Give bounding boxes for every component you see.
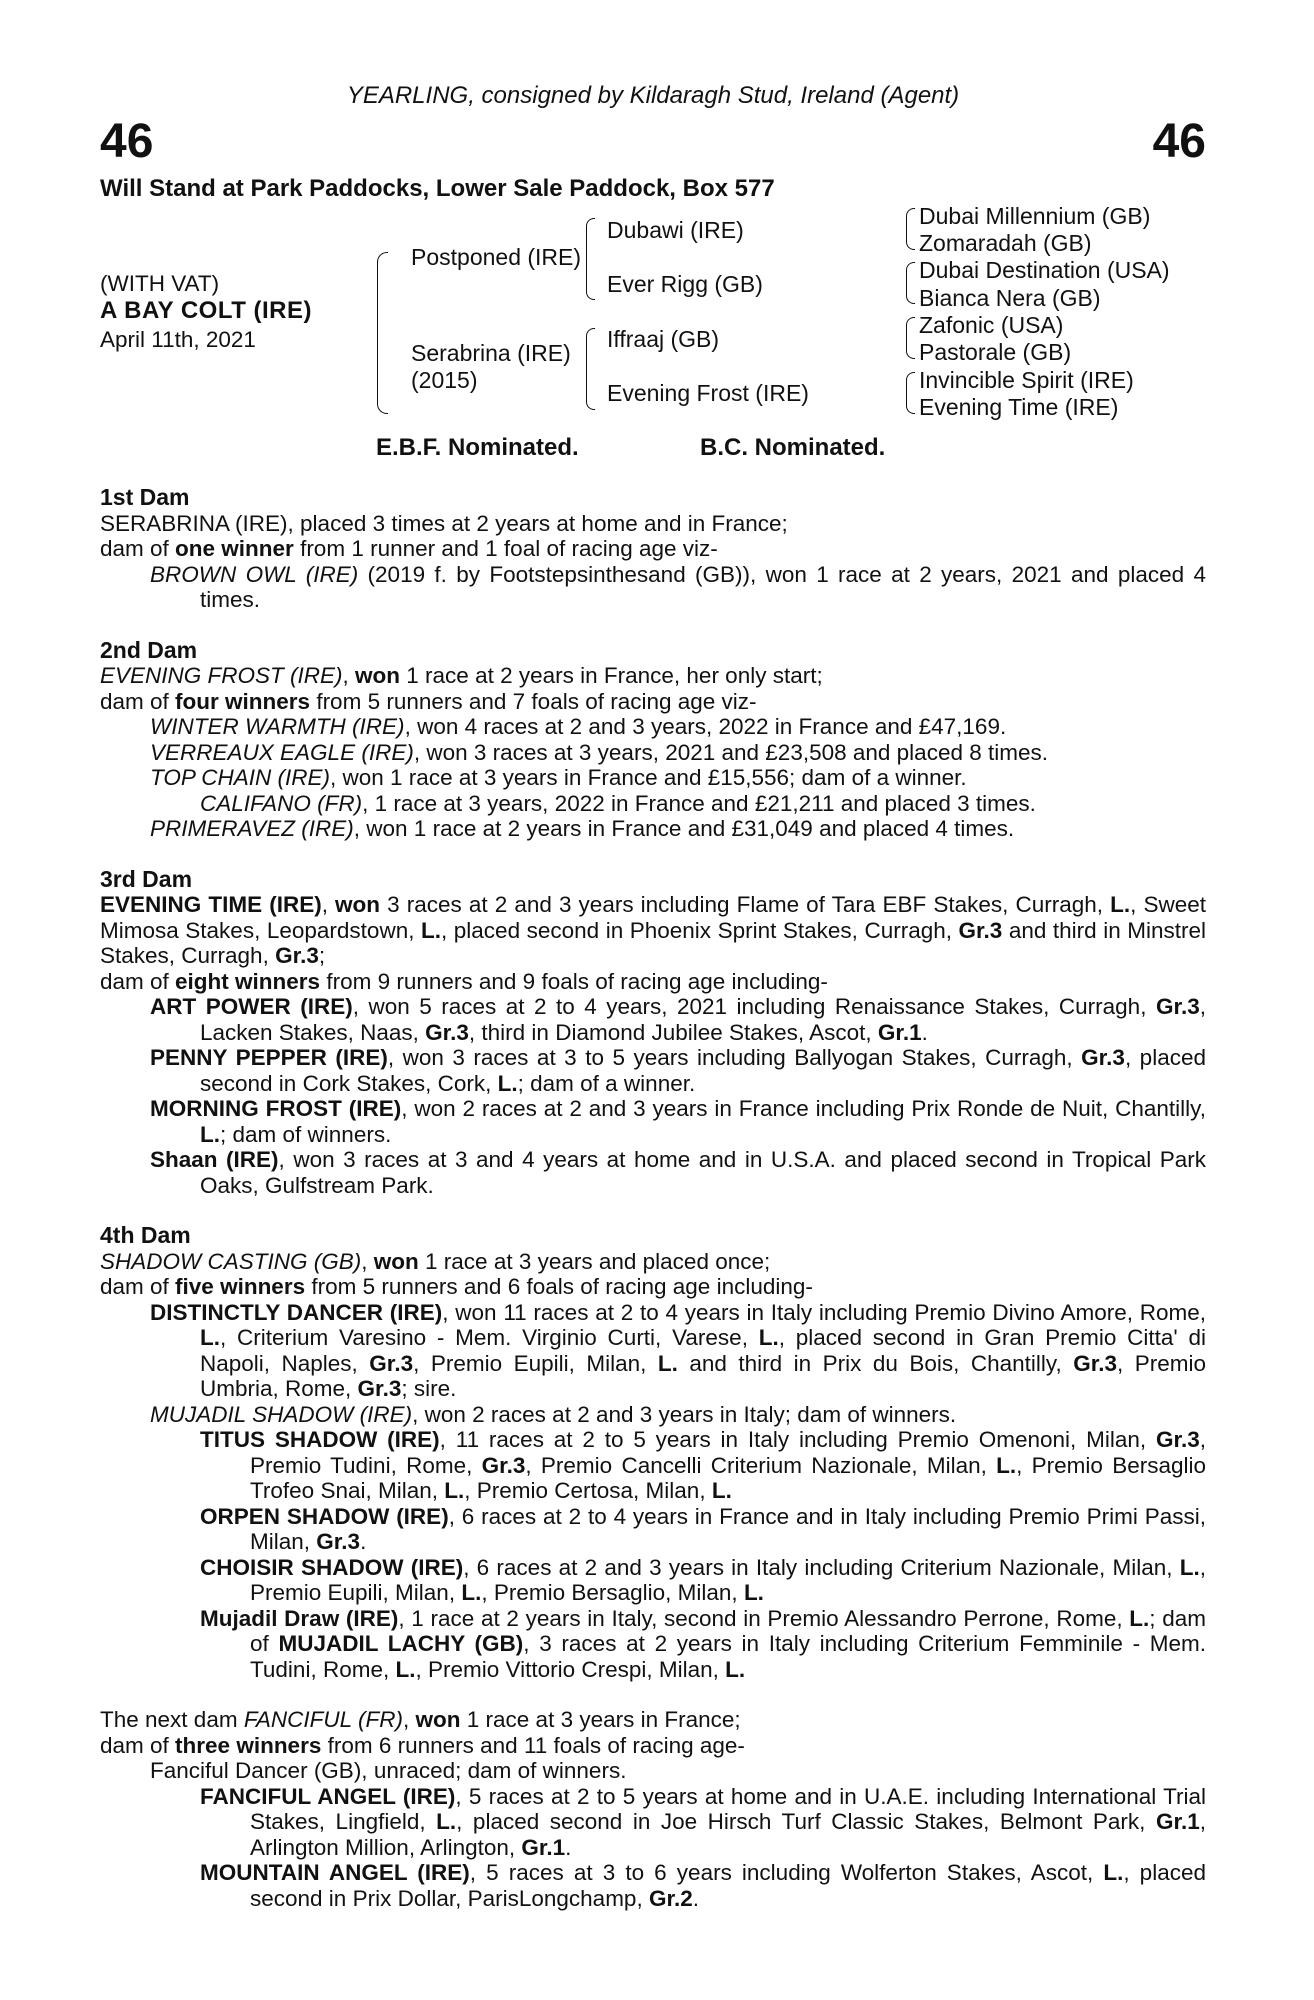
entry-text: VERREAUX EAGLE (IRE): [150, 739, 414, 765]
entry-text: , placed second in Cork Stakes, Cork,: [200, 1045, 1213, 1096]
entry-text: L.: [497, 1070, 518, 1096]
pedigree-entry: [100, 689, 1206, 715]
entry-text: PENNY PEPPER (IRE): [150, 1045, 388, 1070]
entry-text: Gr.3: [275, 943, 319, 968]
entry-text: won: [335, 892, 381, 917]
stabling-location: Will Stand at Park Paddocks, Lower Sale Paddock, Box 577: [100, 175, 775, 202]
entry-text: , placed second in Prix Dollar, ParisLongchamp,: [250, 1860, 1213, 1911]
pedigree-sire: Postponed (IRE): [411, 244, 582, 270]
pedigree-entry: [100, 1783, 1213, 1861]
entry-text: and third in Prix du Bois, Chantilly,: [677, 1350, 1074, 1376]
entry-text: ,: [403, 1707, 416, 1732]
entry-text: , 5 races at 3 to 6 years including Wolferton Stakes, Ascot,: [469, 1860, 1104, 1885]
entry-text: ART POWER (IRE): [150, 994, 353, 1019]
entry-text: ; dam of winners.: [220, 1121, 392, 1147]
pedigree-entry: [100, 1554, 1213, 1606]
entry-text: Gr.2: [648, 1885, 693, 1911]
entry-text: L.: [1110, 892, 1131, 917]
foaling-date: April 11th, 2021: [100, 327, 256, 352]
entry-text: , 6 races at 2 to 4 years in France and in Italy including Premio Primi Passi, Milan,: [250, 1503, 1213, 1554]
entry-text: won: [373, 1248, 419, 1274]
entry-text: L.: [711, 1478, 732, 1503]
entry-text: Shaan (IRE): [150, 1147, 279, 1172]
entry-text: L.: [421, 917, 441, 943]
entry-text: L.: [461, 1580, 482, 1605]
pedigree-brace-g3: [906, 317, 915, 359]
entry-text: Gr.1: [1155, 1809, 1200, 1834]
pedigree-g3-4: Bianca Nera (GB): [919, 285, 1101, 311]
pedigree-entry: [100, 765, 1206, 791]
entry-text: L.: [200, 1121, 220, 1147]
entry-text: TOP CHAIN (IRE): [150, 765, 331, 790]
pedigree-entry: [100, 1045, 1213, 1096]
entry-text: FANCIFUL (FR): [243, 1707, 403, 1732]
entry-text: , 6 races at 2 and 3 years in Italy including Criterium Nazionale, Milan,: [463, 1554, 1180, 1580]
entry-text: , Premio Umbria, Rome,: [200, 1350, 1213, 1401]
dam-section: [100, 865, 1213, 1199]
entry-text: BROWN OWL (IRE): [150, 561, 359, 587]
pedigree-entry: [100, 994, 1213, 1045]
entry-text: , Premio Eupili, Milan,: [413, 1350, 658, 1376]
entry-text: L.: [996, 1452, 1017, 1478]
entry-text: Gr.3: [1081, 1045, 1125, 1070]
pedigree-entry: [100, 1605, 1213, 1683]
entry-text: Gr.3: [369, 1350, 414, 1376]
pedigree-brace-dam: [586, 328, 595, 410]
entry-text: L.: [657, 1350, 678, 1376]
entry-text: from 9 runners and 9 foals of racing age including-: [320, 968, 828, 994]
entry-text: ,: [342, 663, 356, 688]
pedigree-entry: [100, 816, 1206, 842]
entry-text: Gr.3: [481, 1452, 526, 1478]
pedigree-entry: [100, 714, 1206, 740]
section-heading: 3rd Dam: [100, 865, 193, 892]
pedigree-entry: [100, 1402, 1206, 1428]
pedigree-entry: [100, 1249, 1206, 1275]
entry-text: dam of: [100, 536, 176, 561]
pedigree-brace-g4: [906, 372, 915, 414]
entry-text: L.: [1129, 1605, 1150, 1631]
entry-text: Gr.3: [958, 917, 1003, 943]
entry-text: SERABRINA (IRE), placed 3 times at 2 years at home and in France;: [100, 510, 788, 536]
pedigree-entry: [100, 892, 1213, 969]
pedigree-entry: [100, 511, 1206, 537]
catalogue-page: [100, 0, 1213, 2000]
dam-section: [100, 638, 1206, 842]
pedigree-entry: [100, 1503, 1213, 1555]
entry-text: , won 1 race at 3 years in France and £15,556; dam of a winner.: [330, 765, 967, 790]
entry-text: one winner: [175, 536, 294, 561]
entry-text: three winners: [175, 1732, 322, 1758]
entry-text: The next dam: [100, 1707, 244, 1732]
entry-text: , Criterium Varesino - Mem. Virginio Curti, Varese,: [220, 1325, 759, 1350]
lot-number-left: 46: [100, 115, 154, 168]
pedigree-g3-5: Zafonic (USA): [919, 312, 1064, 338]
entry-text: , 1 race at 2 years in Italy, second in Premio Alessandro Perrone, Rome,: [398, 1605, 1130, 1631]
entry-text: , won 2 races at 2 and 3 years in France including Prix Ronde de Nuit, Chantilly,: [401, 1096, 1213, 1121]
entry-text: , 11 races at 2 to 5 years in Italy including Premio Omenoni, Milan,: [439, 1427, 1156, 1452]
pedigree-entry: [100, 536, 1206, 562]
entry-text: FANCIFUL ANGEL (IRE): [200, 1783, 456, 1809]
entry-text: Fanciful Dancer (GB), unraced; dam of winners.: [150, 1758, 627, 1783]
pedigree-entry: [100, 1096, 1213, 1147]
entry-text: 1 race at 3 years and placed once;: [418, 1248, 771, 1274]
pedigree-g3-7: Invincible Spirit (IRE): [919, 367, 1134, 393]
entry-text: DISTINCTLY DANCER (IRE): [150, 1299, 443, 1325]
dam-section: [100, 484, 1213, 613]
entry-text: MOUNTAIN ANGEL (IRE): [200, 1860, 470, 1885]
entry-text: ; sire.: [401, 1376, 457, 1401]
entry-text: ; dam of a winner.: [517, 1070, 696, 1096]
entry-text: L.: [758, 1325, 779, 1350]
entry-text: dam of: [100, 1274, 176, 1299]
entry-text: , Premio Tudini, Rome,: [250, 1427, 1213, 1478]
entry-text: from 5 runners and 6 foals of racing age including-: [305, 1274, 813, 1299]
pedigree-brace-main: [377, 252, 388, 414]
entry-text: .: [565, 1834, 572, 1860]
entry-text: (2019 f. by Footstepsinthesand (GB)), won 1 race at 2 years, 2021 and placed 4 times.: [200, 561, 1213, 612]
pedigree-g3-3: Dubai Destination (USA): [919, 257, 1170, 283]
pedigree-brace-g2: [906, 262, 915, 304]
entry-text: , 3 races at 2 years in Italy including Criterium Femminile - Mem. Tudini, Rome,: [250, 1631, 1212, 1682]
entry-text: from 5 runners and 7 foals of racing age viz-: [310, 688, 757, 714]
entry-text: , Premio Certosa, Milan,: [464, 1478, 712, 1503]
entry-text: Gr.3: [425, 1019, 469, 1045]
entry-text: , won 5 races at 2 to 4 years, 2021 including Renaissance Stakes, Curragh,: [352, 994, 1156, 1019]
entry-text: L.: [725, 1656, 746, 1682]
pedigree-g3-6: Pastorale (GB): [919, 339, 1072, 365]
entry-text: , won 3 races at 3 years, 2021 and £23,508 and placed 8 times.: [413, 739, 1048, 765]
pedigree-entry: [100, 791, 1206, 817]
entry-text: .: [921, 1019, 928, 1045]
entry-text: , placed second in Joe Hirsch Turf Classic Stakes, Belmont Park,: [456, 1809, 1156, 1834]
pedigree-sire-dam: Ever Rigg (GB): [607, 271, 763, 297]
entry-text: 1 race at 2 years in France, her only start;: [400, 663, 823, 688]
entry-text: , won 3 races at 3 and 4 years at home and in U.S.A. and placed second in Tropical Park Oaks, Gulfstream Park.: [200, 1147, 1213, 1198]
entry-text: Gr.3: [1155, 1427, 1200, 1452]
entry-text: 1 race at 3 years in France;: [460, 1707, 741, 1732]
ebf-nomination: E.B.F. Nominated.: [376, 434, 579, 461]
lot-number-right: 46: [1152, 115, 1206, 168]
entry-text: MORNING FROST (IRE): [150, 1096, 402, 1121]
entry-text: WINTER WARMTH (IRE): [150, 714, 405, 739]
consignor-line: YEARLING, consigned by Kildaragh Stud, Ireland (Agent): [346, 82, 960, 109]
entry-text: PRIMERAVEZ (IRE): [150, 816, 354, 841]
entry-text: and third in Minstrel Stakes, Curragh,: [100, 917, 1213, 968]
pedigree-sire-sire: Dubawi (IRE): [607, 217, 744, 243]
entry-text: , Lacken Stakes, Naas,: [200, 994, 1213, 1045]
pedigree-entry: [100, 1733, 1206, 1759]
entry-text: , Premio Cancelli Criterium Nazionale, Milan,: [525, 1452, 997, 1478]
pedigree-entry: [100, 1427, 1213, 1504]
entry-text: dam of: [100, 1732, 176, 1758]
entry-text: eight winners: [175, 968, 321, 994]
entry-text: won: [415, 1707, 461, 1732]
entry-text: ; dam of: [250, 1605, 1213, 1656]
entry-text: Mujadil Draw (IRE): [200, 1605, 399, 1631]
entry-text: 3 races at 2 and 3 years including Flame of Tara EBF Stakes, Curragh,: [380, 892, 1111, 917]
dam-sections: [100, 484, 1213, 1936]
pedigree-g3-8: Evening Time (IRE): [919, 394, 1119, 420]
entry-text: L.: [444, 1478, 465, 1503]
entry-text: , 1 race at 3 years, 2022 in France and £21,211 and placed 3 times.: [362, 790, 1036, 816]
section-heading: 2nd Dam: [100, 636, 198, 663]
entry-text: ORPEN SHADOW (IRE): [200, 1503, 449, 1529]
entry-text: , won 11 races at 2 to 4 years in Italy including Premio Divino Amore, Rome,: [442, 1299, 1213, 1325]
entry-text: ,: [321, 892, 336, 917]
entry-text: .: [692, 1885, 699, 1911]
pedigree-entry: [100, 1299, 1213, 1402]
entry-text: , won 1 race at 2 years in France and £31,049 and placed 4 times.: [353, 816, 1015, 841]
entry-text: MUJADIL SHADOW (IRE): [150, 1401, 413, 1427]
entry-text: CHOISIR SHADOW (IRE): [200, 1554, 464, 1580]
entry-text: , won 3 races at 3 to 5 years including Ballyogan Stakes, Curragh,: [387, 1045, 1082, 1070]
entry-text: L.: [743, 1580, 764, 1605]
entry-text: five winners: [175, 1274, 306, 1299]
entry-text: won: [355, 663, 401, 688]
pedigree-entry: [100, 1707, 1206, 1733]
entry-text: SHADOW CASTING (GB): [100, 1248, 362, 1274]
entry-text: , 5 races at 2 to 5 years at home and in U.A.E. including International Trial Stakes, Lingfield,: [250, 1783, 1213, 1834]
entry-text: , placed second in Phoenix Sprint Stakes, Curragh,: [441, 917, 959, 943]
entry-text: Gr.1: [521, 1834, 566, 1860]
entry-text: , Premio Bersaglio, Milan,: [481, 1580, 744, 1605]
pedigree-entry: [100, 1860, 1213, 1911]
pedigree-g3-1: Dubai Millennium (GB): [919, 203, 1151, 229]
pedigree-entry: [100, 740, 1206, 766]
entry-text: EVENING TIME (IRE): [100, 892, 322, 917]
entry-text: four winners: [175, 688, 311, 714]
entry-text: , won 2 races at 2 and 3 years in Italy; dam of winners.: [412, 1401, 957, 1427]
entry-text: dam of: [100, 688, 176, 714]
pedigree-brace-sire: [586, 218, 595, 300]
entry-text: Gr.3: [357, 1376, 402, 1401]
entry-text: from 6 runners and 11 foals of racing age-: [321, 1732, 745, 1758]
entry-text: , Premio Bersaglio Trofeo Snai, Milan,: [250, 1452, 1212, 1503]
horse-name: A BAY COLT (IRE): [100, 297, 313, 324]
entry-text: TITUS SHADOW (IRE): [200, 1427, 440, 1452]
entry-text: L.: [1179, 1554, 1200, 1580]
entry-text: ,: [361, 1248, 374, 1274]
entry-text: , Premio Vittorio Crespi, Milan,: [415, 1656, 726, 1682]
entry-text: , third in Diamond Jubilee Stakes, Ascot,: [468, 1019, 878, 1045]
dam-section: [100, 1707, 1213, 1911]
pedigree-dam-dam: Evening Frost (IRE): [607, 380, 809, 406]
entry-text: dam of: [100, 968, 176, 994]
entry-text: Gr.1: [877, 1019, 922, 1045]
entry-text: , Sweet Mimosa Stakes, Leopardstown,: [100, 892, 1213, 943]
pedigree-dam-year: (2015): [411, 367, 478, 393]
pedigree-entry: [100, 969, 1206, 995]
entry-text: Gr.3: [1155, 994, 1200, 1019]
entry-text: , Arlington Million, Arlington,: [250, 1809, 1212, 1860]
dam-section: [100, 1222, 1213, 1682]
entry-text: .: [360, 1529, 367, 1554]
entry-text: L.: [1103, 1860, 1124, 1885]
pedigree-entry: [100, 1758, 1206, 1784]
entry-text: CALIFANO (FR): [200, 790, 363, 816]
pedigree-g3-2: Zomaradah (GB): [919, 230, 1092, 256]
vat-note: (WITH VAT): [100, 271, 220, 296]
entry-text: EVENING FROST (IRE): [100, 663, 343, 688]
entry-text: L.: [200, 1325, 220, 1350]
entry-text: Gr.3: [1073, 1350, 1117, 1376]
entry-text: , Premio Eupili, Milan,: [250, 1554, 1213, 1605]
bc-nomination: B.C. Nominated.: [700, 434, 886, 461]
section-heading: 1st Dam: [100, 484, 190, 510]
pedigree-dam-sire: Iffraaj (GB): [607, 326, 720, 352]
pedigree-entry: [100, 561, 1213, 613]
pedigree-entry: [100, 1147, 1213, 1198]
entry-text: ;: [318, 943, 326, 968]
entry-text: Gr.3: [316, 1529, 361, 1554]
pedigree-entry: [100, 1274, 1206, 1300]
entry-text: L.: [436, 1809, 457, 1834]
entry-text: , placed second in Gran Premio Citta' di Napoli, Naples,: [200, 1325, 1213, 1376]
entry-text: , won 4 races at 2 and 3 years, 2022 in France and £47,169.: [404, 714, 1007, 739]
pedigree-brace-g1: [906, 208, 915, 250]
entry-text: from 1 runner and 1 foal of racing age viz-: [293, 536, 718, 561]
entry-text: MUJADIL LACHY (GB): [278, 1631, 524, 1656]
pedigree-dam: Serabrina (IRE): [411, 340, 571, 366]
pedigree-entry: [100, 663, 1206, 689]
section-heading: 4th Dam: [100, 1222, 191, 1248]
entry-text: L.: [395, 1656, 416, 1682]
